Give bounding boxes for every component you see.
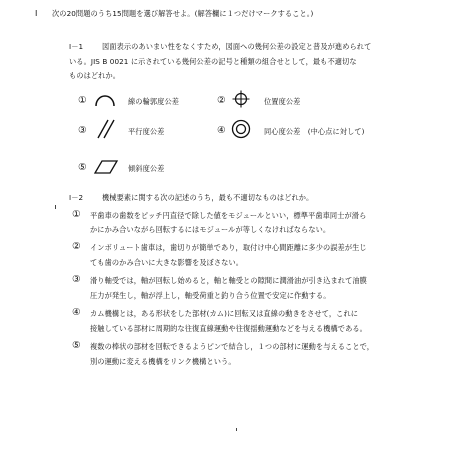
q2-item-2-line-1: インボリュート歯車は，歯切りが簡単であり，取付け中心間距離に多少の誤差が生じ (90, 243, 367, 252)
concentric-circles-icon (231, 119, 251, 143)
q1-text-line-3: ものはどれか。 (69, 71, 121, 80)
q1-text-line-2: いる。JIS B 0021 に示されている幾何公差の記号と種類の組合せとして，最も不適切な (69, 57, 357, 66)
q1-option-1-number: ① (78, 95, 87, 106)
q1-option-4-number: ④ (217, 125, 226, 136)
q1-option-3-label: 平行度公差 (128, 127, 165, 136)
q2-number: I－2 (69, 193, 84, 202)
q1-option-5-label: 傾斜度公差 (128, 164, 165, 173)
q2-item-1-line-1: 平歯車の歯数をピッチ円直径で除した値をモジュールといい，標準平歯車同士が滑ら (90, 211, 367, 220)
arc-symbol-icon (94, 91, 116, 111)
q2-item-4-line-1: カム機構とは，ある形状をした部材(カム)に回転又は直線の動きをさせて，これに (90, 309, 359, 318)
q1-option-1-label: 線の輪郭度公差 (128, 97, 180, 106)
q2-item-1-line-2: かにかみ合いながら回転するにはモジュールが等しくなければならない。 (90, 225, 331, 234)
q2-item-3-line-2: 圧力が発生し，軸が浮上し，軸受荷重と釣り合う位置で安定に作動する。 (90, 291, 331, 300)
q2-item-1-number: ① (72, 209, 81, 220)
q2-item-3-number: ③ (72, 274, 81, 285)
q2-item-4-line-2: 接触している部材に周期的な往復直線運動や往復揺動運動などを与える機構である。 (90, 324, 367, 333)
q1-option-2-number: ② (217, 95, 226, 106)
crosshair-circle-icon (232, 90, 250, 112)
section-instructions: 次の20問題のうち15問題を選び解答せよ。(解答欄に１つだけマークすること。) (52, 9, 314, 18)
q1-option-2-label: 位置度公差 (264, 97, 301, 106)
scan-speck (55, 205, 56, 209)
q2-item-5-number: ⑤ (72, 340, 81, 351)
q1-option-3-number: ③ (78, 125, 87, 136)
q1-number: I－1 (69, 42, 84, 51)
q2-item-2-number: ② (72, 241, 81, 252)
parallelogram-icon (93, 159, 119, 179)
q2-item-5-line-1: 複数の棒状の部材を回転できるようピンで結合し，１つの部材に運動を与えることで， (90, 342, 375, 351)
q1-text-line-1: 図面表示のあいまい性をなくすため，図面への幾何公差の設定と普及が進められて (102, 42, 372, 51)
q2-item-2-line-2: ても歯のかみ合いに大きな影響を及ぼさない。 (90, 258, 244, 267)
q1-option-5-number: ⑤ (78, 162, 87, 173)
q2-item-3-line-1: 滑り軸受では，軸が回転し始めると，軸と軸受との隙間に潤滑油が引き込まれて油膜 (90, 276, 367, 285)
q2-item-4-number: ④ (72, 307, 81, 318)
section-roman-numeral: I (35, 9, 38, 18)
q2-title: 機械要素に関する次の記述のうち，最も不適切なものはどれか。 (102, 193, 314, 202)
q2-item-5-line-2: 別の運動に変える機構をリンク機構という。 (90, 357, 236, 366)
q1-option-4-label: 同心度公差 (中心点に対して) (264, 127, 365, 136)
parallel-lines-icon (96, 119, 116, 143)
scan-speck (236, 428, 237, 431)
